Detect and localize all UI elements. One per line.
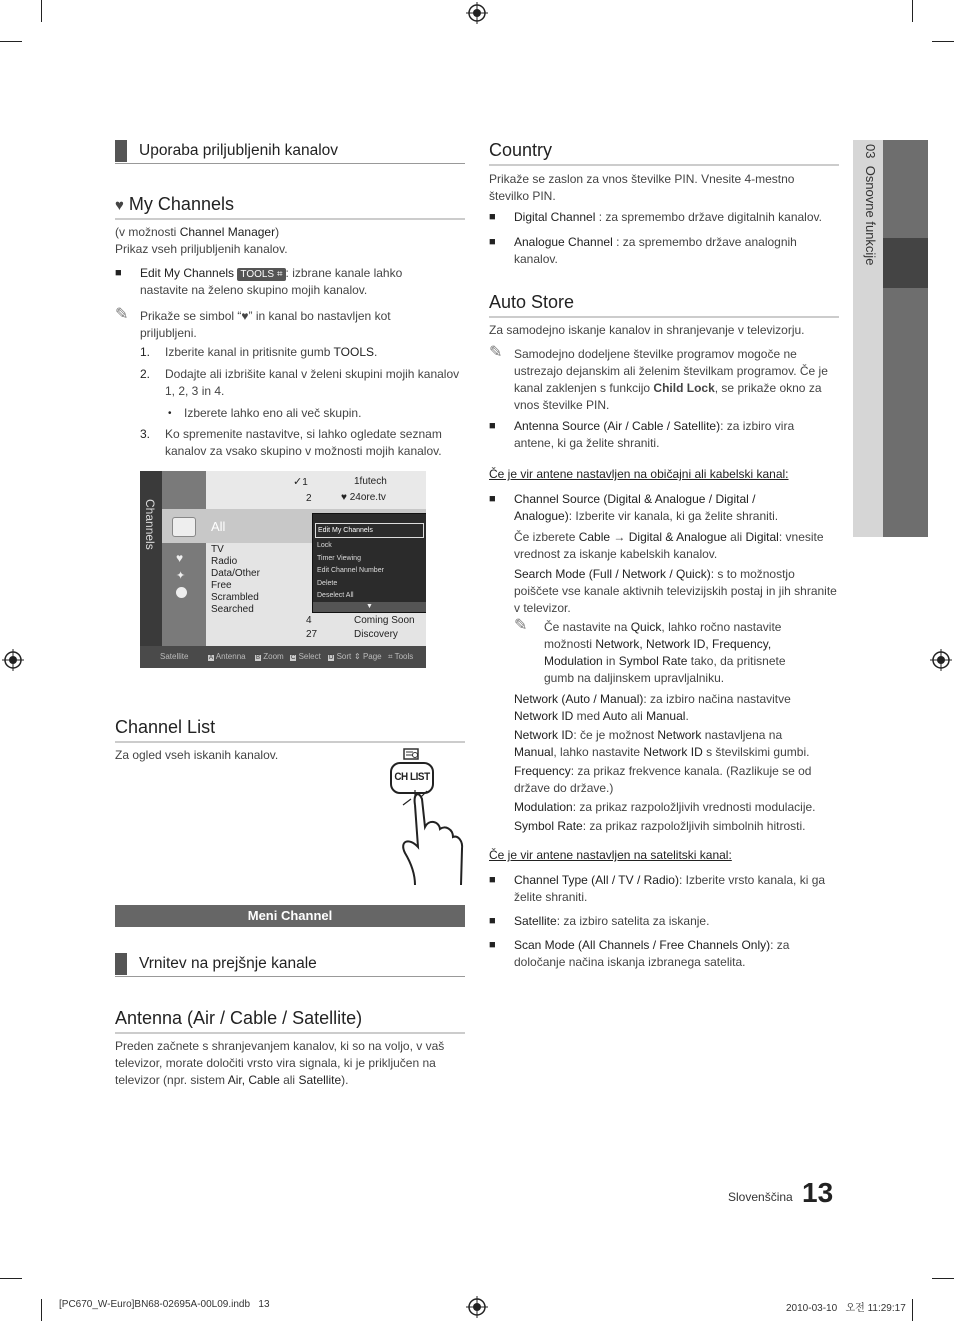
network-text: Network (Auto / Manual): za izbiro načina nastavitve Network ID med Auto ali Manual. (514, 692, 791, 723)
antenna-desc: Preden začnete s shranjevanjem kanalov, ki so na voljo, v vaš televizor, morate določiti vrsto vira signala, ki je priključen na televizor (npr. sistem Air, Cable ali Satellite). (115, 1039, 445, 1087)
tv-tools-popup (312, 513, 426, 613)
channel-manager-screenshot: Channels ✓1 1futech 2 ♥ 24ore.tv All ♥ ✦ TV Radio Data/Other Free Scrambled Searched 4 Coming Soon 27 Discovery Edit My Channels Lock Timer Viewing Edit Channel Number Delete Deselect All ▼ Satellite A Antenna B Zoom C Select D Sort ⇕ Page ⌗ Tools (140, 471, 426, 668)
my-channels-heading: ♥ My Channels (115, 194, 465, 220)
auto-store-note: ✎ Samodejno dodeljene številke programov mogoče ne ustrezajo dejanskim ali želenim številkam programov. Če je kanal zaklenjen s funkcijo Child Lock, se prikaže okno za vnos številke PIN. (489, 344, 828, 412)
digital-channel-item: ■ Digital Channel : za spremembo države digitalnih kanalov. (489, 210, 822, 224)
antenna-source-item: ■ Antenna Source (Air / Cable / Satellite): za izbiro vira antene, ki ga želite shraniti. (489, 419, 795, 450)
tv-side-label: Channels (143, 499, 157, 550)
tv-row-num: 4 (306, 615, 312, 626)
channel-list-heading: Channel List (115, 717, 465, 743)
note-pencil-icon: ✎ (489, 344, 503, 361)
tv-satellite-icon: ✦ (176, 570, 186, 582)
antenna-heading: Antenna (Air / Cable / Satellite) (115, 1008, 465, 1034)
tv-popup-item: Deselect All (317, 592, 354, 599)
print-date-info: 2010-03-10 오전 11:29:17 (786, 1303, 906, 1314)
edit-my-channels-item: ■ Edit My Channels TOOLS ⌗ : izbrane kanale lahko nastavite na želeno skupino mojih kanalov. (115, 266, 403, 297)
tv-circle-icon (176, 587, 187, 598)
satellite-item: ■ Satellite: za izbiro satelita za iskanje. (489, 914, 710, 928)
tv-popup-scroll-icon: ▼ (313, 602, 426, 612)
country-heading: Country (489, 140, 839, 166)
registration-mark-icon (466, 2, 488, 24)
tv-popup-item: Edit My Channels (315, 523, 424, 538)
tv-row-num: 27 (306, 629, 318, 640)
tv-row-name: 24ore.tv (349, 492, 386, 503)
registration-mark-icon (930, 649, 952, 671)
tv-row-num: 2 (306, 493, 312, 504)
tv-all-label: All (211, 519, 226, 534)
step-1: 1. Izberite kanal in pritisnite gumb TOOLS. (140, 345, 378, 359)
scan-mode-item: ■ Scan Mode (All Channels / Free Channels Only): za določanje načina iskanja izbranega satelita. (489, 938, 790, 969)
tv-popup-item: Edit Channel Number (317, 567, 384, 574)
symbol-rate-text: Symbol Rate: za prikaz razpoložljivih simbolnih hitrosti. (514, 819, 806, 833)
menu-channel-bar: Meni Channel (115, 905, 465, 927)
tv-heart-icon: ♥ (176, 551, 184, 565)
note-pencil-icon: ✎ (514, 617, 528, 634)
ch-list-button-label: CH LIST (394, 771, 430, 783)
heart-icon: ♥ (115, 197, 124, 214)
step-3: 3. Ko spremenite nastavitve, si lahko ogledate seznam kanalov za vsako skupino v možnosti mojih kanalov. (140, 427, 442, 458)
my-channels-intro: (v možnosti Channel Manager) Prikaz vseh priljubljenih kanalov. (115, 225, 288, 256)
tv-popup-item: Timer Viewing (317, 554, 361, 562)
side-tab-label: 03 Osnovne funkcije (863, 144, 878, 266)
tv-row-name: 1futech (354, 476, 387, 487)
auto-store-desc: Za samodejno iskanje kanalov in shranjevanje v televizorju. (489, 323, 805, 337)
tv-folder-icon (172, 517, 196, 537)
network-id-text: Network ID: če je možnost Network nastavljena na Manual, lahko nastavite Network ID s številskimi gumbi. (514, 728, 810, 759)
tv-footer: Satellite A Antenna B Zoom C Select D Sort ⇕ Page ⌗ Tools (140, 646, 426, 668)
channel-source-item: ■ Channel Source (Digital & Analogue / Digital / Analogue): Izberite vir kanala, ki ga želite shraniti. (489, 492, 779, 523)
search-mode-text: Search Mode (Full / Network / Quick): s to možnostjo poiščete vse kanale aktivnih televizijskih postaj in jih shranite v televizor. (514, 567, 837, 615)
registration-mark-icon (466, 1296, 488, 1318)
tv-popup-item: Lock (317, 542, 332, 549)
section-heading-return: Vrnitev na prejšnje kanale (115, 953, 465, 977)
cable-select-text: Če izberete Cable → Digital & Analogue ali Digital: vnesite vrednost za iskanje kabelskih kanalov. (514, 530, 824, 561)
print-file-info: [PC670_W-Euro]BN68-02695A-00L09.indb 13 (59, 1299, 270, 1310)
registration-mark-icon (2, 649, 24, 671)
note-pencil-icon: ✎ (115, 306, 129, 323)
tv-row-name: Discovery (354, 629, 398, 640)
footer-language: Slovenščina (728, 1190, 793, 1204)
section-heading-favourites: Uporaba priljubljenih kanalov (115, 140, 465, 164)
note-item: ✎ Prikaže se simbol “♥” in kanal bo nastavljen kot priljubljeni. (115, 306, 391, 340)
cable-heading: Če je vir antene nastavljen na običajni ali kabelski kanal: (489, 467, 789, 481)
tv-row-name: Coming Soon (354, 615, 415, 626)
auto-store-heading: Auto Store (489, 292, 839, 318)
page-number: 13 (802, 1177, 834, 1208)
sub-bullet: • Izberete lahko eno ali več skupin. (168, 406, 362, 420)
satellite-heading: Če je vir antene nastavljen na satelitski kanal: (489, 848, 732, 862)
channel-list-desc: Za ogled vseh iskanih kanalov. (115, 748, 279, 762)
tools-badge: TOOLS ⌗ (237, 268, 285, 281)
frequency-text: Frequency: za prikaz frekvence kanala. (Razlikuje se od države do države.) (514, 764, 812, 795)
side-tab (853, 140, 928, 537)
analogue-channel-item: ■ Analogue Channel : za spremembo države analognih kanalov. (489, 235, 797, 266)
channel-type-item: ■ Channel Type (All / TV / Radio): Izberite vrsto kanala, ki ga želite shraniti. (489, 873, 826, 904)
modulation-text: Modulation: za prikaz razpoložljivih vrednosti modulacije. (514, 800, 816, 814)
country-desc: Prikaže se zaslon za vnos številke PIN. Vnesite 4-mestno številko PIN. (489, 172, 795, 203)
remote-ch-list-hand-illustration (385, 745, 467, 890)
tv-popup-item: Delete (317, 579, 338, 587)
quick-note: ✎ Če nastavite na Quick, lahko ročno nastavite možnosti Network, Network ID, Frequency, Modulation in Symbol Rate tako, da pritisnete gumb na daljinskem upravljalniku. (514, 617, 786, 685)
tv-row-num: 1 (302, 477, 308, 488)
step-2: 2. Dodajte ali izbrišite kanal v želeni skupini mojih kanalov 1, 2, 3 in 4. (140, 367, 460, 398)
tv-category-list: TV Radio Data/Other Free Scrambled Searched (211, 544, 260, 615)
